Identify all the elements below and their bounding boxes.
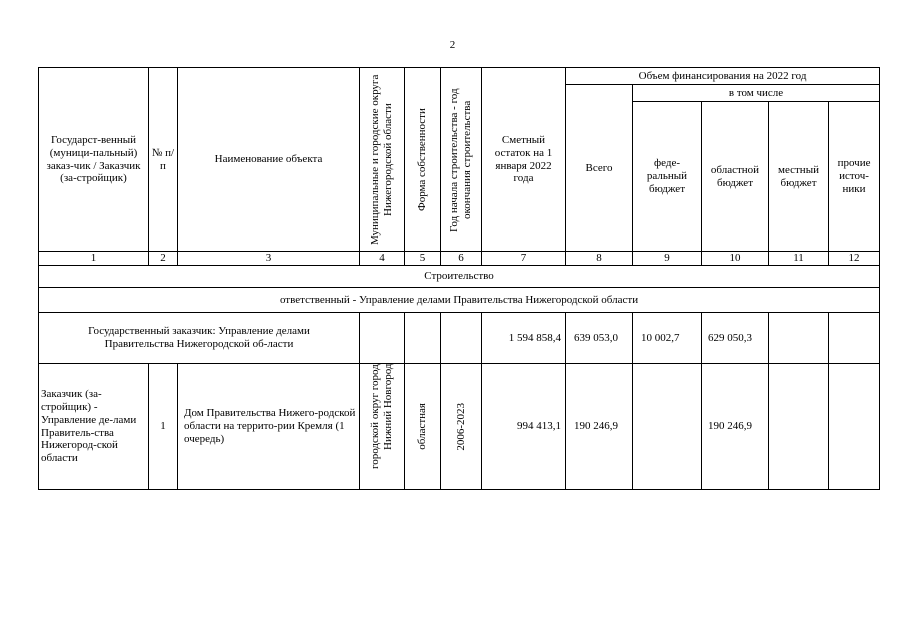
header-total: Всего (566, 85, 633, 252)
header-including: в том числе (633, 85, 880, 102)
header-number: № п/п (149, 68, 178, 252)
col-number: 1 (39, 252, 149, 266)
customer-years (441, 313, 482, 364)
header-ownership (405, 68, 441, 252)
col-number: 10 (702, 252, 769, 266)
object-number: 1 (149, 364, 178, 490)
header-municipality (360, 68, 405, 252)
customer-label: Государственный заказчик: Управление делами Правительства Нижегородской об-ласти (39, 313, 360, 364)
header-customer: Государст-венный (муници-пальный) заказ-чик / Заказчик (за-стройщик) (39, 68, 149, 252)
col-number: 11 (769, 252, 829, 266)
customer-municipality (360, 313, 405, 364)
object-row (39, 364, 880, 490)
col-number: 9 (633, 252, 702, 266)
col-number: 6 (441, 252, 482, 266)
col-number: 7 (482, 252, 566, 266)
header-object-name: Наименование объекта (178, 68, 360, 252)
header-municipality-text: Муниципальные и городские округа Нижегородской области (369, 74, 394, 245)
header-local: местный бюджет (769, 102, 829, 252)
object-name: Дом Правительства Нижего-родской области на террито-рии Кремля (1 очередь) (178, 364, 360, 490)
object-years-text: 2006-2023 (454, 402, 467, 451)
col-number: 8 (566, 252, 633, 266)
col-number: 2 (149, 252, 178, 266)
section-title: Строительство (39, 266, 880, 288)
col-number: 5 (405, 252, 441, 266)
header-federal: феде-ральный бюджет (633, 102, 702, 252)
object-total: 190 246,9 (566, 364, 633, 490)
column-number-row (39, 252, 880, 266)
object-other (829, 364, 880, 490)
header-funding-2022: Объем финансирования на 2022 год (566, 68, 880, 85)
col-number: 4 (360, 252, 405, 266)
object-regional: 190 246,9 (702, 364, 769, 490)
object-customer: Заказчик (за-стройщик) - Управление де-лами Правитель-ства Нижегород-ской области (39, 364, 149, 490)
customer-estimate: 1 594 858,4 (482, 313, 566, 364)
page-number: 2 (449, 39, 456, 51)
customer-ownership (405, 313, 441, 364)
customer-local (769, 313, 829, 364)
header-years (441, 68, 482, 252)
object-municipality (360, 364, 405, 490)
header-ownership-text: Форма собственности (416, 108, 429, 211)
header-estimate: Сметный остаток на 1 января 2022 года (482, 68, 566, 252)
customer-regional: 629 050,3 (702, 313, 769, 364)
object-estimate: 994 413,1 (482, 364, 566, 490)
object-federal (633, 364, 702, 490)
col-number: 12 (829, 252, 880, 266)
customer-federal: 10 002,7 (633, 313, 702, 364)
object-local (769, 364, 829, 490)
header-years-text: Год начала строительства - год окончания строительства (448, 87, 473, 232)
header-regional: областной бюджет (702, 102, 769, 252)
customer-other (829, 313, 880, 364)
object-ownership-text: областная (416, 403, 429, 450)
object-years (441, 364, 482, 490)
financing-table (38, 67, 880, 490)
customer-total: 639 053,0 (566, 313, 633, 364)
header-other: прочие источ-ники (829, 102, 880, 252)
object-ownership (405, 364, 441, 490)
responsible-row: ответственный - Управление делами Правительства Нижегородской области (39, 288, 880, 313)
col-number: 3 (178, 252, 360, 266)
object-municipality-text: городской округ город Нижний Новгород (369, 364, 394, 469)
customer-total-row (39, 313, 880, 364)
